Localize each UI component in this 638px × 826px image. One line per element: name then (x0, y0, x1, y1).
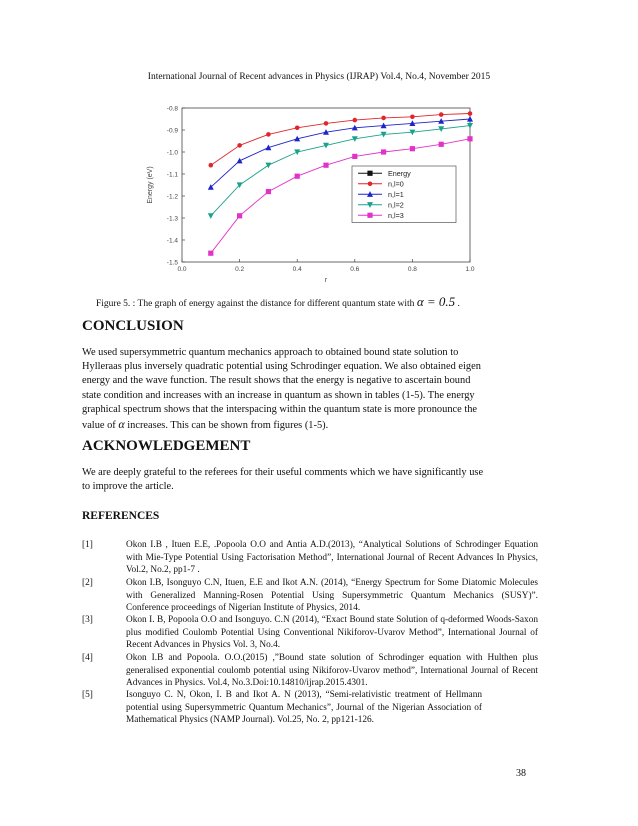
acknowledgement-heading: ACKNOWLEDGEMENT (82, 438, 251, 454)
y-tick-label: -1.4 (166, 237, 178, 245)
data-point (237, 213, 242, 218)
alpha-symbol: α (118, 417, 125, 432)
x-tick-label: 0.6 (350, 266, 360, 273)
series-line (211, 114, 470, 166)
conclusion-line: We used supersymmetric quantum mechanics approach to obtained bound state solution to (82, 347, 459, 358)
reference-text: Okon I.B , Ituen E.E, .Popoola O.O and Antia A.D.(2013), “Analytical Solutions of Schrodinger Equation with Mie-Type Potential Using Factorisation Method”, International Journal of Recent Advances In Physics, Vol.2, No.2, pp1-7 . (126, 540, 538, 576)
reference-text: Isonguyo C. N, Okon, I. B and Ikot A. N (2013), “Semi-relativistic treatment of Hellmann potential using Supersymmetric Quantum Mechanics”, Journal of the Nigerian Association of Mathematical Physics (NAMP Journal). Vol.25, No. 2, pp121-126. (126, 690, 482, 726)
figure-caption (96, 294, 576, 310)
data-point (467, 136, 472, 141)
y-tick-label: -1.1 (166, 171, 178, 179)
conclusion-line: graphical spectrum shows that the interspacing within the quantum state is more pronounce the (82, 403, 478, 415)
conclusion-line: state condition and increases with an increase in quantum as shown in tables (1-5). The energy (82, 389, 475, 401)
conclusion-last-prefix: value of (82, 420, 119, 432)
legend-marker (367, 213, 372, 218)
legend-marker (367, 171, 372, 176)
y-tick-label: -1.5 (166, 259, 178, 267)
x-tick-label: 0.8 (407, 266, 417, 273)
conclusion-line-last (82, 417, 538, 433)
reference-item (82, 577, 538, 615)
data-point (353, 118, 358, 123)
data-point (439, 142, 444, 147)
data-point (468, 111, 473, 116)
data-point (323, 163, 328, 168)
caption-suffix: . (455, 299, 460, 309)
reference-item (82, 652, 538, 690)
legend-label: n,l=3 (388, 210, 404, 220)
reference-text: Okon I. B, Popoola O.O and Isonguyo. C.N (2014), “Exact Bound state Solution of q-deformed Woods-Saxon plus modified Coulomb Potential Using Conventional Nikiforov-Uvarov Method”, International Journal of Recent Advances in Physics Vol. 3, No.4. (126, 615, 538, 651)
y-tick-label: -1.3 (166, 215, 178, 223)
y-axis-label: Energy (eV) (147, 166, 154, 204)
legend-label: n,l=1 (388, 189, 404, 199)
data-point (295, 174, 300, 179)
y-tick-label: -1.0 (166, 149, 178, 157)
reference-text: Okon I.B and Popoola. O.O.(2015) ,”Bound state solution of Schrodinger equation with Hulthen plus generalised exponential coulomb potential using Nikiforov-Uvarov method”, International Journal of Recent Advances in Physics. Vol.4, No.3.Doi:10.14810/ijrap.2015.4301. (126, 653, 538, 689)
reference-number: [1] (82, 540, 93, 550)
legend-title: Energy (388, 168, 411, 178)
reference-item (82, 539, 538, 577)
y-tick-label: -1.2 (166, 193, 178, 201)
reference-item (82, 689, 482, 727)
x-tick-label: 1.0 (465, 266, 475, 273)
data-point (237, 143, 242, 148)
conclusion-line: Hylleraas plus inversely quadratic potential using Schrodinger equation. We also obtained eigen (82, 361, 481, 373)
data-point (410, 146, 415, 151)
data-point (237, 158, 243, 164)
data-point (324, 121, 329, 126)
conclusion-last-suffix: increases. This can be shown from figures (1-5). (124, 420, 329, 432)
acknowledgement-line: to improve the article. (82, 481, 174, 493)
data-point (410, 115, 415, 120)
conclusion-paragraph (82, 346, 538, 433)
acknowledgement-line: We are deeply grateful to the referees for their useful comments which we have significantly use (82, 467, 484, 478)
legend-marker (368, 181, 373, 186)
energy-chart-svg (140, 100, 480, 288)
data-point (266, 189, 271, 194)
legend-label: n,l=0 (388, 179, 404, 189)
reference-item (82, 614, 538, 652)
y-tick-label: -0.9 (166, 127, 178, 135)
reference-number: [2] (82, 578, 93, 588)
x-tick-label: 0.0 (177, 266, 187, 273)
caption-prefix: Figure 5. : The graph of energy against the distance for different quantum state with (96, 299, 417, 309)
data-point (294, 149, 300, 155)
data-point (266, 132, 271, 137)
conclusion-line: energy and the wave function. The result shows that the energy is negative to ascertain bound (82, 375, 471, 387)
running-header: International Journal of Recent advances in Physics (IJRAP) Vol.4, No.4, November 2015 (147, 72, 491, 82)
data-point (295, 126, 300, 131)
data-point (265, 163, 271, 169)
data-point (381, 116, 386, 121)
reference-number: [3] (82, 615, 93, 625)
data-point (439, 112, 444, 117)
data-point (209, 163, 214, 168)
x-tick-label: 0.2 (235, 266, 245, 273)
x-tick-label: 0.4 (292, 266, 302, 273)
legend-label: n,l=2 (388, 200, 404, 210)
acknowledgement-paragraph (82, 466, 538, 494)
x-axis-label: r (324, 277, 328, 284)
reference-text: Okon I.B, Isonguyo C.N, Ituen, E.E and Ikot A.N. (2014), “Energy Spectrum for Some Diatomic Molecules with Generalized Manning-Rosen Potential Using Supersymmetric Quantum Mechanics (SUSY)”. Conference proceedings of Nigerian Institute of Physics, 2014. (126, 578, 538, 614)
y-tick-label: -0.8 (166, 105, 178, 113)
page-number: 38 (516, 768, 526, 779)
caption-symbol: α = 0.5 (416, 294, 456, 309)
reference-number: [5] (82, 690, 93, 700)
data-point (208, 251, 213, 256)
data-point (352, 154, 357, 159)
data-point (381, 149, 386, 154)
conclusion-heading: CONCLUSION (82, 318, 184, 334)
energy-chart (140, 100, 480, 288)
reference-number: [4] (82, 653, 93, 663)
references-heading: REFERENCES (82, 510, 160, 522)
data-point (208, 213, 214, 219)
